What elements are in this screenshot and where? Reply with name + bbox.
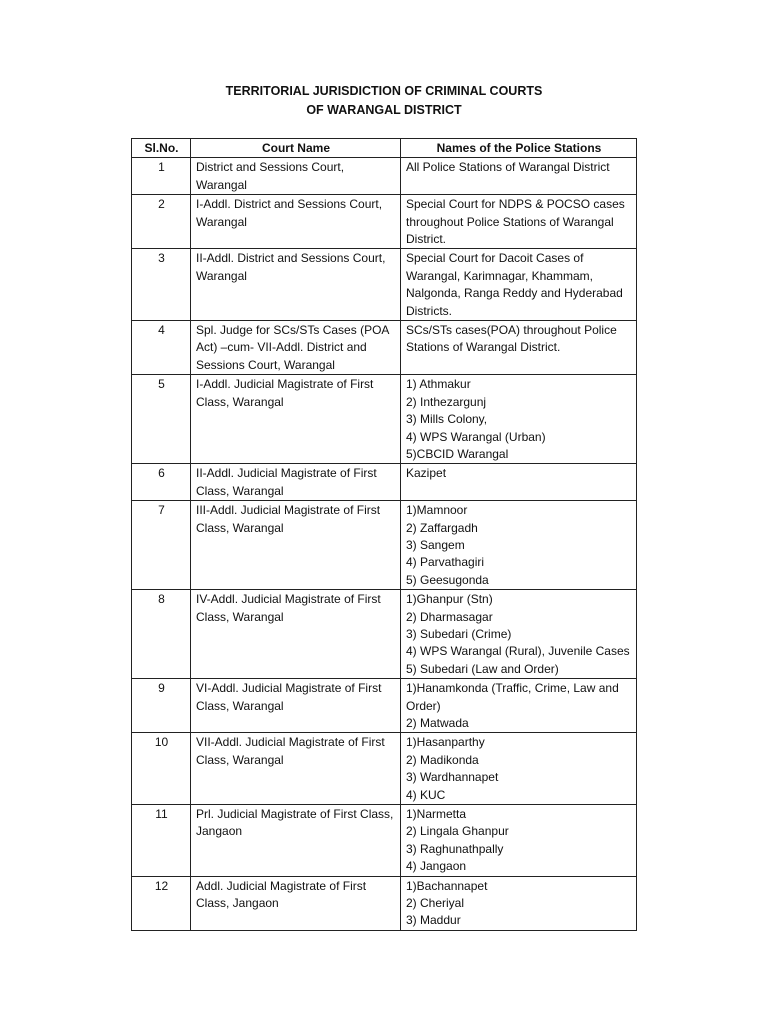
police-stations xyxy=(401,321,637,375)
police-stations xyxy=(401,158,637,195)
serial-number: 1 xyxy=(132,158,191,195)
police-station-entry: 2) Dharmasagar xyxy=(406,609,493,624)
table-header xyxy=(132,139,637,158)
police-station-entry: 4) Jangaon xyxy=(406,859,467,874)
table-row xyxy=(132,321,637,375)
court-name: Addl. Judicial Magistrate of First Class, Jangaon xyxy=(191,876,401,930)
police-station-entry: 2) Cheriyal xyxy=(406,896,465,911)
court-name: I-Addl. Judicial Magistrate of First Class, Warangal xyxy=(191,375,401,464)
court-name: VI-Addl. Judicial Magistrate of First Class, Warangal xyxy=(191,679,401,733)
table-row xyxy=(132,249,637,321)
serial-number: 2 xyxy=(132,195,191,249)
court-name: District and Sessions Court, Warangal xyxy=(191,158,401,195)
header-police-stations: Names of the Police Stations xyxy=(401,139,637,158)
document-title-line-1: TERRITORIAL JURISDICTION OF CRIMINAL COURTS xyxy=(225,84,543,98)
police-station-entry: 4) WPS Warangal (Rural), Juvenile Cases xyxy=(406,644,630,659)
police-station-entry: 4) Parvathagiri xyxy=(406,555,485,570)
table-row xyxy=(132,464,637,501)
police-station-entry: 2) Zaffargadh xyxy=(406,520,478,535)
police-station-entry: 3) Wardhannapet xyxy=(406,770,499,785)
police-station-entry: 1)Narmetta xyxy=(406,807,467,822)
police-station-entry: 2) Lingala Ghanpur xyxy=(406,824,509,839)
serial-number: 6 xyxy=(132,464,191,501)
table-row xyxy=(132,375,637,464)
police-station-entry: 1)Mamnoor xyxy=(406,503,468,518)
police-station-entry: 5)CBCID Warangal xyxy=(406,446,509,461)
police-stations xyxy=(401,501,637,590)
serial-number: 3 xyxy=(132,249,191,321)
court-name: II-Addl. District and Sessions Court, Warangal xyxy=(191,249,401,321)
police-stations xyxy=(401,590,637,679)
police-stations xyxy=(401,195,637,249)
court-name: II-Addl. Judicial Magistrate of First Class, Warangal xyxy=(191,464,401,501)
serial-number: 10 xyxy=(132,733,191,805)
serial-number: 9 xyxy=(132,679,191,733)
police-station-entry: 4) WPS Warangal (Urban) xyxy=(406,429,546,444)
police-stations xyxy=(401,249,637,321)
police-station-entry: 2) Matwada xyxy=(406,716,469,730)
police-station-entry: 1)Bachannapet xyxy=(406,878,488,893)
table-row xyxy=(132,679,637,733)
header-court-name: Court Name xyxy=(191,139,401,158)
police-station-entry: 5) Geesugonda xyxy=(406,572,489,587)
serial-number: 4 xyxy=(132,321,191,375)
police-stations xyxy=(401,733,637,805)
document-title-line-2: OF WARANGAL DISTRICT xyxy=(306,103,462,117)
header-row xyxy=(132,139,637,158)
serial-number: 11 xyxy=(132,805,191,877)
serial-number: 12 xyxy=(132,876,191,930)
table-row xyxy=(132,876,637,930)
jurisdiction-table xyxy=(131,138,637,931)
police-station-entry: All Police Stations of Warangal District xyxy=(406,160,610,175)
table-row xyxy=(132,195,637,249)
police-station-entry: 2) Inthezargunj xyxy=(406,394,487,409)
police-station-entry: 3) Mills Colony, xyxy=(406,412,488,427)
police-station-entry: 5) Subedari (Law and Order) xyxy=(406,661,559,676)
police-stations xyxy=(401,876,637,930)
police-station-entry: Kazipet xyxy=(406,466,447,481)
table-body xyxy=(132,158,637,930)
court-name: VII-Addl. Judicial Magistrate of First Class, Warangal xyxy=(191,733,401,805)
police-station-entry: 3) Maddur xyxy=(406,913,461,928)
police-station-entry: 3) Sangem xyxy=(406,537,465,552)
police-stations xyxy=(401,375,637,464)
court-name: III-Addl. Judicial Magistrate of First Class, Warangal xyxy=(191,501,401,590)
court-name: I-Addl. District and Sessions Court, Warangal xyxy=(191,195,401,249)
police-station-entry: Special Court for NDPS & POCSO cases throughout Police Stations of Warangal District. xyxy=(406,197,625,247)
serial-number: 7 xyxy=(132,501,191,590)
police-station-entry: 2) Madikonda xyxy=(406,752,479,767)
police-stations xyxy=(401,464,637,501)
police-station-entry: 3) Subedari (Crime) xyxy=(406,626,512,641)
police-stations xyxy=(401,805,637,877)
police-station-entry: 1) Athmakur xyxy=(406,377,471,392)
serial-number: 8 xyxy=(132,590,191,679)
police-station-entry: 1)Hasanparthy xyxy=(406,735,485,750)
police-station-entry: 1)Hanamkonda (Traffic, Crime, Law and Order) xyxy=(406,681,619,713)
police-station-entry: Special Court for Dacoit Cases of Warangal, Karimnagar, Khammam, Nalgonda, Ranga Reddy and Hyderabad Districts. xyxy=(406,251,623,318)
police-station-entry: 4) KUC xyxy=(406,787,446,802)
police-station-entry: 1)Ghanpur (Stn) xyxy=(406,592,493,607)
court-name: Prl. Judicial Magistrate of First Class, Jangaon xyxy=(191,805,401,877)
table-row xyxy=(132,805,637,877)
police-station-entry: SCs/STs cases(POA) throughout Police Stations of Warangal District. xyxy=(406,323,617,355)
police-stations xyxy=(401,679,637,733)
table-row xyxy=(132,158,637,195)
court-name: Spl. Judge for SCs/STs Cases (POA Act) –cum- VII-Addl. District and Sessions Court, Warangal xyxy=(191,321,401,375)
table-row xyxy=(132,590,637,679)
table-row xyxy=(132,733,637,805)
serial-number: 5 xyxy=(132,375,191,464)
court-name: IV-Addl. Judicial Magistrate of First Class, Warangal xyxy=(191,590,401,679)
header-sl-no: Sl.No. xyxy=(132,139,191,158)
police-station-entry: 3) Raghunathpally xyxy=(406,841,504,856)
table-row xyxy=(132,501,637,590)
